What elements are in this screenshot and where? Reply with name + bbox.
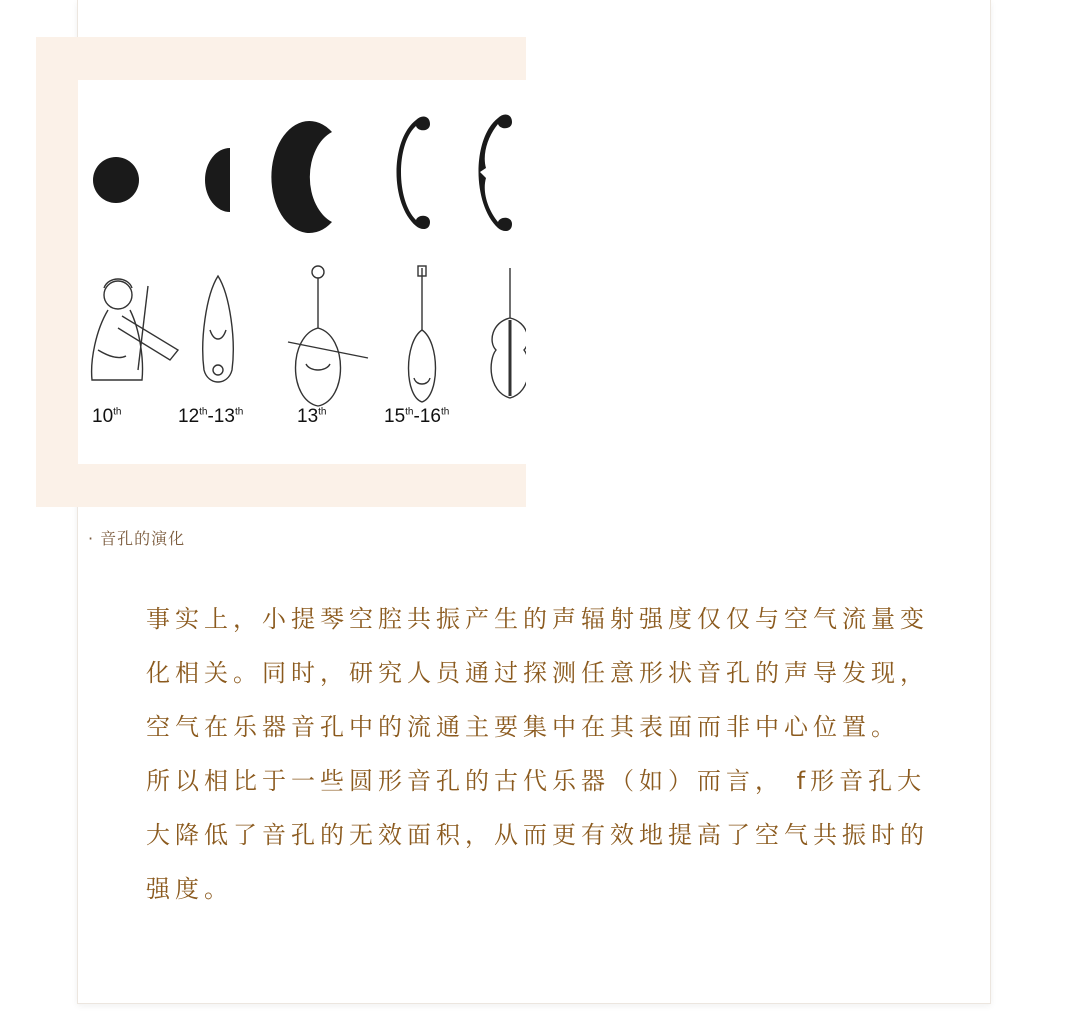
round-hole-icon bbox=[93, 157, 139, 203]
century-label-4: 15th-16th bbox=[384, 406, 450, 427]
article-body bbox=[146, 592, 946, 916]
viola-illustration bbox=[491, 268, 526, 398]
century-label-3: 13th bbox=[297, 406, 327, 427]
paragraph-1: 事实上，小提琴空腔共振产生的声辐射强度仅仅与空气流量变化相关。同时，研究人员通过探测任意形状音孔的声导发现，空气在乐器音孔中的流通主要集中在其表面而非中心位置。 bbox=[146, 605, 929, 741]
half-moon-hole-icon bbox=[205, 148, 230, 212]
century-label-2: 12th-13th bbox=[178, 406, 244, 427]
century-label-1: 10th bbox=[92, 406, 122, 427]
tenth-century-player-illustration bbox=[92, 279, 178, 380]
rebec-illustration bbox=[203, 276, 233, 382]
paragraph-2: 所以相比于一些圆形音孔的古代乐器（如）而言， f形音孔大大降低了音孔的无效面积，从而更有效地提高了空气共振时的强度。 bbox=[146, 767, 929, 903]
c-hole-icon bbox=[271, 121, 332, 233]
figure-caption: · 音孔的演化 bbox=[88, 529, 186, 548]
viol-illustration bbox=[409, 266, 436, 402]
c-curl-hole-icon bbox=[397, 117, 431, 230]
sound-hole-evolution-figure bbox=[78, 80, 526, 464]
medieval-fiddle-illustration bbox=[288, 266, 368, 406]
c-notched-hole-icon bbox=[479, 115, 513, 232]
